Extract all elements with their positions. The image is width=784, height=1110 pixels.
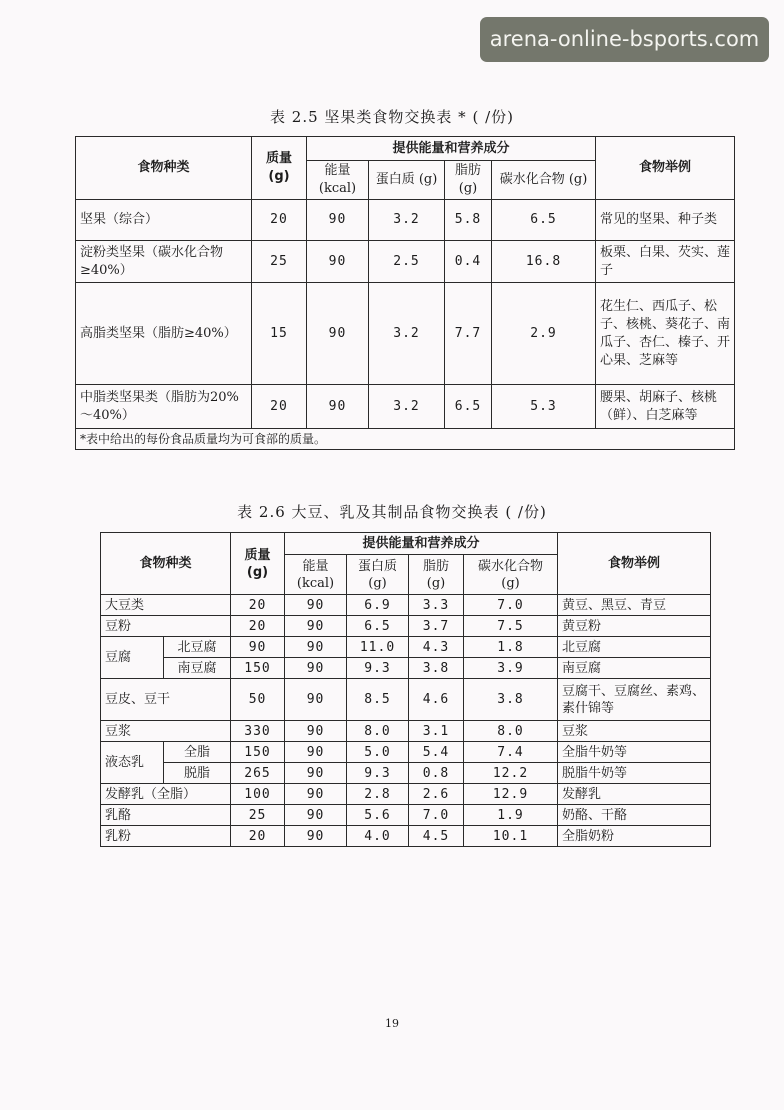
table-footnote: *表中给出的每份食品质量均为可食部的质量。 <box>76 429 735 450</box>
food-name: 坚果（综合） <box>76 200 252 241</box>
header-examples: 食物举例 <box>596 137 735 200</box>
table-row <box>101 616 711 637</box>
examples-cell: 黄豆粉 <box>558 616 711 637</box>
table-row <box>101 805 711 826</box>
carb-cell: 3.8 <box>464 679 558 721</box>
protein-cell: 6.9 <box>347 595 409 616</box>
carb-cell: 16.8 <box>492 241 596 283</box>
carb-cell: 3.9 <box>464 658 558 679</box>
energy-cell: 90 <box>307 283 369 385</box>
protein-cell: 5.6 <box>347 805 409 826</box>
watermark-badge: arena-online-bsports.com <box>480 17 769 62</box>
protein-cell: 9.3 <box>347 763 409 784</box>
carb-cell: 12.9 <box>464 784 558 805</box>
header-carb: 碳水化合物 (g) <box>464 555 558 595</box>
table-row <box>76 283 735 385</box>
table-2-5-caption: 表 2.5 坚果类食物交换表 * ( /份) <box>270 108 514 126</box>
fat-cell: 7.7 <box>445 283 492 385</box>
header-nutrition-group: 提供能量和营养成分 <box>307 137 596 161</box>
protein-cell: 2.5 <box>369 241 445 283</box>
mass-cell: 150 <box>231 742 285 763</box>
protein-cell: 6.5 <box>347 616 409 637</box>
energy-cell: 90 <box>285 784 347 805</box>
table-row <box>101 784 711 805</box>
examples-cell: 常见的坚果、种子类 <box>596 200 735 241</box>
table-row <box>76 241 735 283</box>
energy-cell: 90 <box>307 200 369 241</box>
mass-cell: 20 <box>231 616 285 637</box>
examples-cell: 花生仁、西瓜子、松子、核桃、葵花子、南瓜子、杏仁、榛子、开心果、芝麻等 <box>596 283 735 385</box>
header-nutrition-group: 提供能量和营养成分 <box>285 533 558 555</box>
food-name: 大豆类 <box>101 595 231 616</box>
page-number: 19 <box>385 1017 399 1030</box>
carb-cell: 1.9 <box>464 805 558 826</box>
header-mass: 质量 (g) <box>231 533 285 595</box>
carb-cell: 7.5 <box>464 616 558 637</box>
mass-cell: 20 <box>231 826 285 847</box>
fat-cell: 3.7 <box>409 616 464 637</box>
mass-cell: 15 <box>252 283 307 385</box>
food-name: 乳粉 <box>101 826 231 847</box>
protein-cell: 3.2 <box>369 200 445 241</box>
fat-cell: 2.6 <box>409 784 464 805</box>
table-row <box>101 826 711 847</box>
mass-cell: 265 <box>231 763 285 784</box>
header-examples: 食物举例 <box>558 533 711 595</box>
fat-cell: 4.6 <box>409 679 464 721</box>
fat-cell: 3.8 <box>409 658 464 679</box>
fat-cell: 7.0 <box>409 805 464 826</box>
examples-cell: 奶酪、干酪 <box>558 805 711 826</box>
table-row <box>101 679 711 721</box>
table-row <box>101 721 711 742</box>
table-row <box>101 637 711 658</box>
protein-cell: 4.0 <box>347 826 409 847</box>
energy-cell: 90 <box>285 637 347 658</box>
table-row <box>101 658 711 679</box>
food-name: 乳酪 <box>101 805 231 826</box>
fat-cell: 5.8 <box>445 200 492 241</box>
mass-cell: 20 <box>252 385 307 429</box>
carb-cell: 7.4 <box>464 742 558 763</box>
protein-cell: 8.5 <box>347 679 409 721</box>
food-name: 脱脂 <box>164 763 231 784</box>
fat-cell: 6.5 <box>445 385 492 429</box>
mass-cell: 25 <box>231 805 285 826</box>
protein-cell: 11.0 <box>347 637 409 658</box>
mass-cell: 20 <box>252 200 307 241</box>
carb-cell: 12.2 <box>464 763 558 784</box>
header-food-type: 食物种类 <box>76 137 252 200</box>
examples-cell: 腰果、胡麻子、核桃（鲜）、白芝麻等 <box>596 385 735 429</box>
table-row <box>76 385 735 429</box>
fat-cell: 4.5 <box>409 826 464 847</box>
fat-cell: 0.8 <box>409 763 464 784</box>
header-protein: 蛋白质 (g) <box>369 161 445 200</box>
examples-cell: 脱脂牛奶等 <box>558 763 711 784</box>
food-name: 豆粉 <box>101 616 231 637</box>
food-name: 豆浆 <box>101 721 231 742</box>
header-mass: 质量 (g) <box>252 137 307 200</box>
carb-cell: 8.0 <box>464 721 558 742</box>
examples-cell: 全脂奶粉 <box>558 826 711 847</box>
examples-cell: 南豆腐 <box>558 658 711 679</box>
group-label-liquid-milk: 液态乳 <box>101 742 164 784</box>
table-row <box>101 763 711 784</box>
header-fat: 脂肪 (g) <box>445 161 492 200</box>
nuts-exchange-table <box>75 136 735 450</box>
mass-cell: 25 <box>252 241 307 283</box>
protein-cell: 3.2 <box>369 385 445 429</box>
protein-cell: 3.2 <box>369 283 445 385</box>
examples-cell: 北豆腐 <box>558 637 711 658</box>
table-row <box>101 742 711 763</box>
energy-cell: 90 <box>285 805 347 826</box>
header-energy: 能量 (kcal) <box>307 161 369 200</box>
fat-cell: 3.1 <box>409 721 464 742</box>
header-carb: 碳水化合物 (g) <box>492 161 596 200</box>
soy-dairy-exchange-table <box>100 532 711 847</box>
table-row <box>101 595 711 616</box>
protein-cell: 2.8 <box>347 784 409 805</box>
food-name: 高脂类坚果（脂肪≥40%） <box>76 283 252 385</box>
food-name: 豆皮、豆干 <box>101 679 231 721</box>
energy-cell: 90 <box>285 658 347 679</box>
examples-cell: 全脂牛奶等 <box>558 742 711 763</box>
fat-cell: 4.3 <box>409 637 464 658</box>
carb-cell: 5.3 <box>492 385 596 429</box>
carb-cell: 1.8 <box>464 637 558 658</box>
group-label-tofu: 豆腐 <box>101 637 164 679</box>
mass-cell: 150 <box>231 658 285 679</box>
food-name: 北豆腐 <box>164 637 231 658</box>
examples-cell: 板栗、白果、芡实、莲子 <box>596 241 735 283</box>
mass-cell: 330 <box>231 721 285 742</box>
mass-cell: 90 <box>231 637 285 658</box>
header-food-type: 食物种类 <box>101 533 231 595</box>
examples-cell: 豆腐干、豆腐丝、素鸡、素什锦等 <box>558 679 711 721</box>
mass-cell: 100 <box>231 784 285 805</box>
protein-cell: 8.0 <box>347 721 409 742</box>
header-energy: 能量 (kcal) <box>285 555 347 595</box>
table-footnote-row <box>76 429 735 450</box>
mass-cell: 50 <box>231 679 285 721</box>
energy-cell: 90 <box>285 826 347 847</box>
food-name: 发酵乳（全脂） <box>101 784 231 805</box>
energy-cell: 90 <box>285 742 347 763</box>
carb-cell: 2.9 <box>492 283 596 385</box>
energy-cell: 90 <box>307 385 369 429</box>
examples-cell: 发酵乳 <box>558 784 711 805</box>
food-name: 淀粉类坚果（碳水化合物≥40%） <box>76 241 252 283</box>
carb-cell: 10.1 <box>464 826 558 847</box>
carb-cell: 6.5 <box>492 200 596 241</box>
mass-cell: 20 <box>231 595 285 616</box>
examples-cell: 豆浆 <box>558 721 711 742</box>
energy-cell: 90 <box>285 721 347 742</box>
examples-cell: 黄豆、黑豆、青豆 <box>558 595 711 616</box>
protein-cell: 5.0 <box>347 742 409 763</box>
food-name: 全脂 <box>164 742 231 763</box>
energy-cell: 90 <box>285 763 347 784</box>
protein-cell: 9.3 <box>347 658 409 679</box>
carb-cell: 7.0 <box>464 595 558 616</box>
food-name: 中脂类坚果类（脂肪为20%～40%） <box>76 385 252 429</box>
food-name: 南豆腐 <box>164 658 231 679</box>
table-row <box>76 200 735 241</box>
energy-cell: 90 <box>285 595 347 616</box>
energy-cell: 90 <box>285 616 347 637</box>
fat-cell: 0.4 <box>445 241 492 283</box>
energy-cell: 90 <box>285 679 347 721</box>
header-fat: 脂肪 (g) <box>409 555 464 595</box>
table-2-6-caption: 表 2.6 大豆、乳及其制品食物交换表 ( /份) <box>237 503 547 521</box>
fat-cell: 3.3 <box>409 595 464 616</box>
fat-cell: 5.4 <box>409 742 464 763</box>
header-protein: 蛋白质 (g) <box>347 555 409 595</box>
energy-cell: 90 <box>307 241 369 283</box>
